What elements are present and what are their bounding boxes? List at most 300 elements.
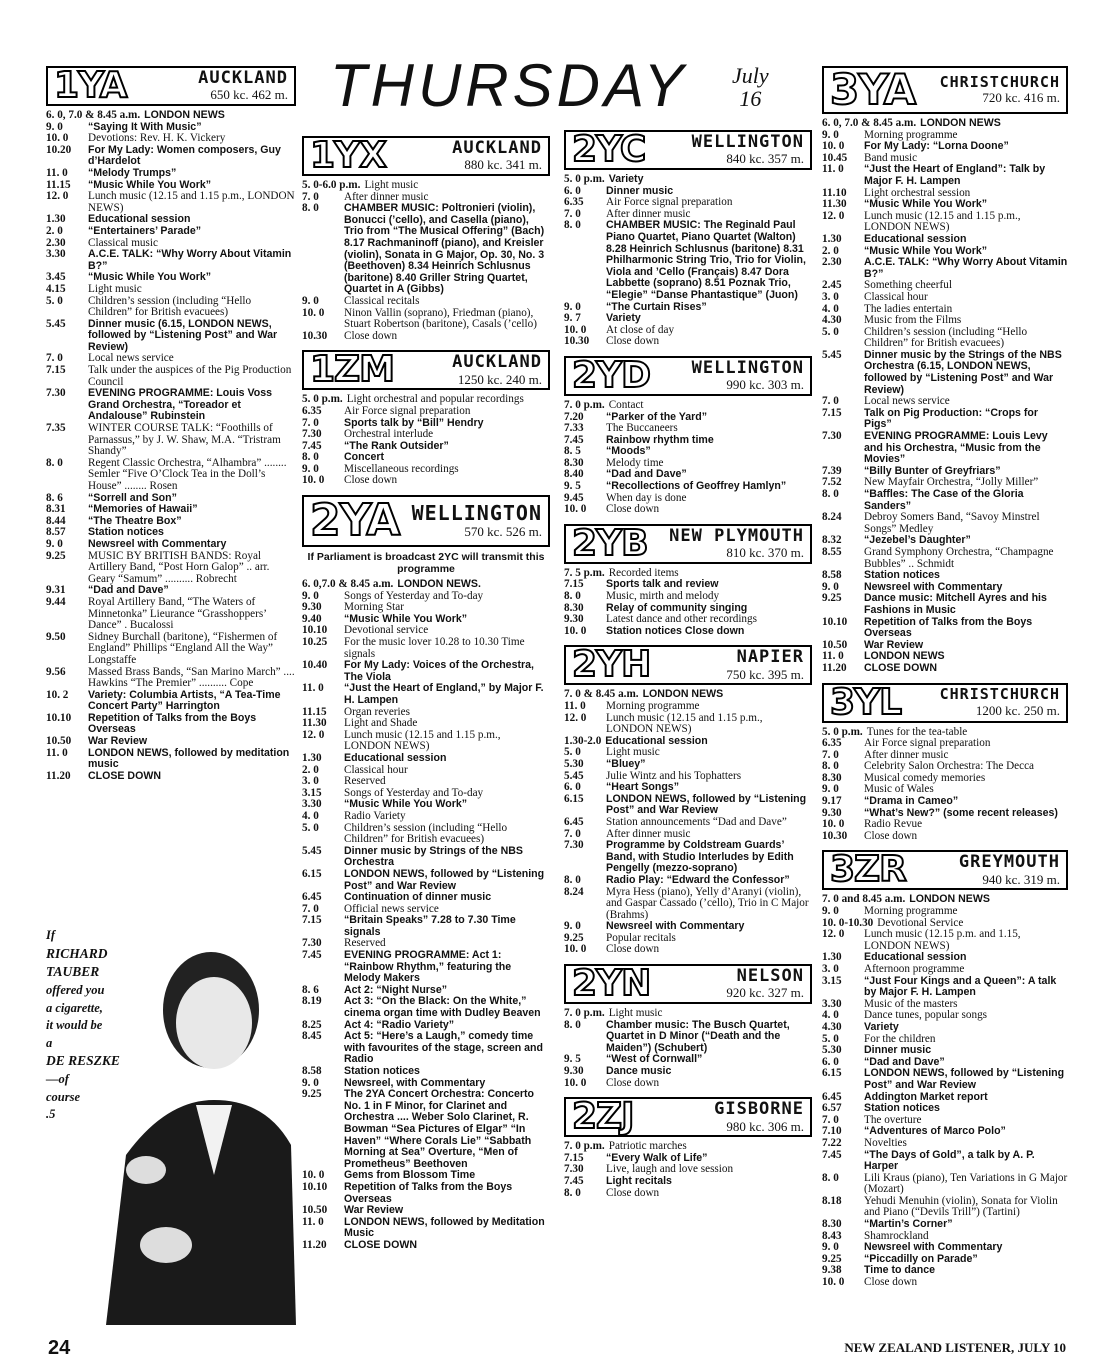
station-frequency: 840 kc. 357 m. bbox=[726, 151, 804, 167]
programme-description: Lunch music (12.15 p.m. and 1.15, LONDON NEWS) bbox=[864, 928, 1021, 952]
programme-list bbox=[564, 689, 812, 956]
programme-item bbox=[822, 640, 1068, 652]
programme-description: EVENING PROGRAMME: Louis Levy and his Orchestra, “Music from the Movies” bbox=[864, 430, 1048, 466]
programme-description: After dinner music bbox=[606, 827, 691, 840]
programme-item bbox=[302, 799, 550, 811]
programme-item bbox=[564, 302, 812, 314]
programme-description: Lunch music (12.15 and 1.15 p.m., LONDON NEWS) bbox=[864, 209, 1021, 234]
programme-item bbox=[302, 869, 550, 892]
programme-item bbox=[46, 388, 296, 423]
programme-time: 5. 0 bbox=[822, 325, 839, 338]
programme-description: Children’s session (including “Hello Children” for British evacuees) bbox=[864, 325, 1028, 350]
programme-item bbox=[302, 637, 550, 660]
station-header-1yx bbox=[302, 136, 550, 176]
programme-item bbox=[564, 1008, 812, 1020]
programme-time: 11.20 bbox=[822, 661, 847, 674]
programme-description: “Heart Songs” bbox=[606, 781, 679, 794]
programme-item bbox=[302, 846, 550, 869]
programme-time: 5.45 bbox=[564, 769, 584, 782]
programme-item bbox=[46, 539, 296, 551]
programme-time: 8. 5 bbox=[564, 445, 581, 458]
programme-description: Air Force signal preparation bbox=[606, 196, 733, 209]
programme-description: CHAMBER MUSIC: Poltronieri (violin), Bonucci (’cello), and Casella (piano), Trio from “The Musical Offering” (Bach) 8.17 Rachmaninoff (piano), and Kreisler (violin), Sonata in G Major, Op. 30, No. 3 (Beethoven) 8.34 Heinrich Schlusnus (baritone) 8.40 Griller String Quartet, Quartet in A (Gibbs) bbox=[344, 202, 545, 296]
programme-description: Light music bbox=[608, 1007, 663, 1020]
ad-line: RICHARD bbox=[46, 945, 108, 961]
programme-item bbox=[564, 220, 812, 301]
programme-time: 8.58 bbox=[822, 569, 842, 582]
programme-time: 8.24 bbox=[822, 511, 842, 524]
programme-description: Radio Variety bbox=[344, 809, 406, 822]
programme-description: LONDON NEWS, followed by “Listening Post” and War Review bbox=[344, 867, 545, 892]
ad-line: offered you bbox=[46, 983, 105, 998]
programme-description: Songs of Yesterday and To-day bbox=[344, 589, 484, 602]
programme-description: Variety: Columbia Artists, “A Tea-Time Concert Party” Harrington bbox=[88, 688, 281, 713]
programme-description: Something cheerful bbox=[864, 279, 952, 292]
station-city: NELSON bbox=[736, 965, 804, 986]
programme-item bbox=[564, 1188, 812, 1200]
programme-time: 7. 0 bbox=[564, 827, 581, 840]
programme-item bbox=[564, 174, 812, 186]
programme-item bbox=[46, 713, 296, 736]
programme-description: Repetition of Talks from the Boys Overseas bbox=[344, 1180, 513, 1205]
programme-time: 7. 0 bbox=[46, 352, 63, 365]
programme-description: Sports talk and review bbox=[606, 578, 719, 591]
programme-time: 7.30 bbox=[302, 428, 322, 441]
programme-description: Official news service bbox=[344, 902, 439, 915]
station-logo: 2YC bbox=[572, 129, 646, 170]
programme-description: For My Lady: Voices of the Orchestra, The Viola bbox=[344, 659, 534, 683]
programme-time: 8.24 bbox=[564, 885, 584, 898]
programme-time: 8. 0 bbox=[564, 590, 581, 603]
programme-description: Massed Brass Bands, “San Marino March” .... Hawkins “The Premier” .......... Cope bbox=[88, 665, 295, 690]
programme-time: 8.58 bbox=[302, 1065, 322, 1077]
programme-item bbox=[302, 915, 550, 938]
advertisement bbox=[46, 915, 296, 1325]
programme-item bbox=[46, 632, 296, 667]
programme-item bbox=[302, 296, 550, 308]
programme-item bbox=[822, 593, 1068, 616]
page-number: 24 bbox=[48, 1337, 71, 1359]
programme-time: 9. 0 bbox=[302, 589, 319, 602]
programme-item bbox=[302, 823, 550, 846]
programme-description: Light music bbox=[364, 179, 419, 191]
programme-item bbox=[46, 667, 296, 690]
programme-description: Light recitals bbox=[606, 1175, 672, 1187]
station-logo: 2YA bbox=[310, 495, 400, 547]
programme-description: Variety bbox=[864, 1020, 899, 1033]
programme-time: 5. 0 bbox=[46, 294, 63, 307]
programme-description: “Moods” bbox=[606, 445, 651, 458]
programme-description: “Sorrell and Son” bbox=[88, 491, 177, 504]
programme-time: 6. 0 bbox=[822, 1055, 839, 1068]
programme-description: “The Rank Outsider” bbox=[344, 439, 449, 452]
programme-description: Light and Shade bbox=[344, 717, 418, 730]
programme-item bbox=[46, 272, 296, 284]
programme-item bbox=[302, 464, 550, 476]
programme-description: The Buccaneers bbox=[606, 422, 678, 435]
programme-list bbox=[564, 1008, 812, 1089]
programme-item bbox=[822, 1103, 1068, 1115]
programme-item bbox=[564, 626, 812, 638]
programme-description: For the children bbox=[864, 1032, 936, 1045]
programme-time: 2. 0 bbox=[822, 244, 839, 257]
programme-description: Continuation of dinner music bbox=[344, 891, 492, 904]
programme-item bbox=[564, 313, 812, 325]
programme-description: The overture bbox=[864, 1113, 922, 1126]
programme-description: CHAMBER MUSIC: The Reginald Paul Piano Quartet, Piano Quartet (Walton) 8.28 Heinrich Schlusnus (baritone) 8.31 Philharmonic String Trio, Trio for Violin, Viola and ’Cello (Français) 8.47 Dora Labbette (soprano) 8.51 Poznak Trio, “Elegie” “Danse Phantastique” (Juon) bbox=[606, 219, 806, 301]
programme-item bbox=[302, 1066, 550, 1078]
programme-description: Dance tunes, popular songs bbox=[864, 1009, 988, 1022]
programme-time: 6.35 bbox=[822, 737, 842, 750]
programme-description: Tunes for the tea-table bbox=[866, 725, 968, 738]
programme-item bbox=[564, 458, 812, 470]
programme-item bbox=[822, 1265, 1068, 1277]
programme-item bbox=[564, 325, 812, 337]
programme-time: 6. 0, 7.0 & 8.45 a.m. bbox=[822, 117, 917, 129]
programme-time: 8.30 bbox=[564, 601, 584, 614]
programme-description: CLOSE DOWN bbox=[344, 1238, 417, 1251]
programme-time: 6.35 bbox=[564, 196, 584, 209]
programme-item bbox=[822, 1010, 1068, 1022]
programme-description: Concert bbox=[344, 451, 385, 464]
programme-time: 11.30 bbox=[822, 198, 847, 211]
programme-item bbox=[564, 921, 812, 933]
programme-item bbox=[564, 400, 812, 412]
station-frequency: 880 kc. 341 m. bbox=[464, 157, 542, 173]
programme-item bbox=[822, 315, 1068, 327]
programme-description: Newsreel with Commentary bbox=[88, 537, 227, 550]
station-logo: 1YA bbox=[54, 66, 127, 106]
programme-time: 3.30 bbox=[822, 997, 842, 1010]
programme-description: A.C.E. TALK: “Why Worry About Vitamin B?” bbox=[88, 248, 292, 272]
programme-description: Contact bbox=[608, 398, 644, 411]
programme-item bbox=[46, 226, 296, 238]
programme-description: Lili Kraus (piano), Ten Variations in G Major (Mozart) bbox=[864, 1171, 1068, 1196]
programme-item bbox=[302, 996, 550, 1019]
programme-item bbox=[822, 408, 1068, 431]
programme-item bbox=[564, 817, 812, 829]
day-title: THURSDAY bbox=[330, 52, 688, 119]
programme-time: 10. 0 bbox=[822, 140, 845, 153]
station-logo: 3YA bbox=[830, 66, 916, 114]
programme-description: Lunch music (12.15 and 1.15 p.m., LONDON NEWS) bbox=[88, 190, 295, 214]
programme-description: Popular recitals bbox=[606, 931, 676, 944]
station-logo: 3ZR bbox=[830, 849, 906, 891]
programme-description: Educational session bbox=[864, 232, 967, 245]
programme-description: Close down bbox=[606, 1186, 660, 1199]
programme-time: 3.15 bbox=[822, 974, 842, 987]
programme-description: Dinner music bbox=[606, 184, 674, 197]
programme-description: Close down bbox=[606, 335, 660, 348]
station-frequency: 1200 kc. 250 m. bbox=[975, 702, 1060, 718]
programme-time: 7. 0 bbox=[822, 395, 839, 408]
programme-time: 9.56 bbox=[46, 665, 66, 678]
programme-description: “The Curtain Rises” bbox=[606, 300, 707, 313]
station-frequency: 940 kc. 319 m. bbox=[982, 871, 1060, 887]
programme-item bbox=[822, 1068, 1068, 1091]
programme-item bbox=[822, 1150, 1068, 1173]
programme-item bbox=[822, 831, 1068, 843]
programme-time: 10. 0 bbox=[822, 1276, 845, 1289]
programme-item bbox=[46, 423, 296, 458]
programme-time: 10. 0 bbox=[564, 1076, 587, 1089]
ad-line: .5 bbox=[46, 1107, 56, 1122]
programme-item bbox=[564, 504, 812, 516]
programme-time: 4.15 bbox=[46, 282, 66, 295]
programme-time: 2.30 bbox=[822, 256, 842, 269]
programme-item bbox=[302, 1217, 550, 1240]
programme-time: 9. 0 bbox=[822, 783, 839, 796]
programme-item bbox=[302, 1031, 550, 1066]
programme-list bbox=[302, 579, 550, 1251]
programme-item bbox=[564, 591, 812, 603]
programme-time: 7.10 bbox=[822, 1125, 842, 1138]
programme-item bbox=[822, 1045, 1068, 1057]
programme-list bbox=[822, 894, 1068, 1288]
programme-time: 8. 6 bbox=[302, 983, 319, 996]
programme-description: Music, mirth and melody bbox=[606, 590, 720, 603]
programme-time: 9.30 bbox=[564, 613, 584, 626]
programme-time: 2.30 bbox=[46, 236, 66, 249]
programme-description: “The Days of Gold”, a talk by A. P. Harper bbox=[864, 1148, 1035, 1173]
programme-time: 7.45 bbox=[822, 1148, 842, 1161]
programme-description: A.C.E. TALK: “Why Worry About Vitamin B?” bbox=[864, 256, 1068, 280]
programme-description: “Just Four Kings and a Queen”: A talk by Major F. H. Lampen bbox=[864, 974, 1057, 999]
programme-item bbox=[822, 808, 1068, 820]
programme-item bbox=[564, 713, 812, 736]
programme-description: Educational session bbox=[88, 213, 191, 226]
programme-time: 10. 0 bbox=[564, 503, 587, 516]
programme-description: “Music While You Work” bbox=[88, 271, 212, 284]
programme-time: 9.31 bbox=[46, 584, 66, 597]
programme-time: 1.30 bbox=[46, 213, 66, 226]
programme-description: “Melody Trumps” bbox=[88, 166, 177, 179]
programme-time: 7.45 bbox=[302, 439, 322, 452]
programme-item bbox=[46, 597, 296, 632]
programme-description: Grand Symphony Orchestra, “Champagne Bubbles” .. Schmidt bbox=[864, 545, 1054, 570]
column-1yA bbox=[46, 66, 296, 916]
station-frequency: 570 kc. 526 m. bbox=[464, 524, 542, 540]
programme-item bbox=[822, 234, 1068, 246]
station-city: CHRISTCHURCH bbox=[939, 72, 1060, 91]
station-header-3ya bbox=[822, 66, 1068, 114]
programme-item bbox=[302, 441, 550, 453]
programme-time: 9. 0 bbox=[302, 1076, 319, 1089]
programme-description: LONDON NEWS, followed by “Listening Post” and War Review bbox=[864, 1067, 1065, 1091]
programme-time: 9.38 bbox=[822, 1264, 842, 1277]
programme-description: “Dad and Dave” bbox=[864, 1055, 945, 1068]
programme-item bbox=[822, 1034, 1068, 1046]
programme-time: 9.50 bbox=[46, 630, 66, 643]
programme-item bbox=[564, 736, 812, 748]
programme-time: 9.44 bbox=[46, 595, 66, 608]
programme-description: Variety bbox=[606, 312, 641, 325]
programme-time: 8.18 bbox=[822, 1194, 842, 1207]
programme-list bbox=[564, 174, 812, 348]
station-logo: 2YN bbox=[572, 963, 651, 1005]
programme-description: The ladies entertain bbox=[864, 302, 953, 315]
programme-time: 10.25 bbox=[302, 636, 328, 649]
programme-time: 5.30 bbox=[822, 1044, 842, 1057]
programme-description: Dinner music bbox=[864, 1044, 932, 1057]
programme-item bbox=[822, 663, 1068, 675]
programme-description: “Jezebel’s Daughter” bbox=[864, 534, 971, 547]
programme-time: 10. 0 bbox=[564, 943, 587, 956]
programme-description: Devotional Service bbox=[877, 916, 964, 929]
programme-time: 2.45 bbox=[822, 279, 842, 292]
programme-time: 8. 0 bbox=[564, 1186, 581, 1199]
programme-description: Lunch music (12.15 and 1.15 p.m., LONDON NEWS) bbox=[344, 728, 501, 753]
programme-time: 3. 0 bbox=[822, 290, 839, 303]
programme-item bbox=[822, 1092, 1068, 1104]
programme-item bbox=[564, 481, 812, 493]
programme-time: 7.20 bbox=[564, 410, 584, 423]
programme-time: 4.30 bbox=[822, 1020, 842, 1033]
programme-description: Reserved bbox=[344, 937, 386, 950]
programme-time: 9. 0 bbox=[564, 920, 581, 933]
station-city: GREYMOUTH bbox=[958, 852, 1060, 873]
station-city: AUCKLAND bbox=[452, 137, 542, 158]
programme-time: 9. 0 bbox=[822, 905, 839, 918]
programme-time: 11. 0 bbox=[564, 700, 586, 712]
programme-description: WINTER COURSE TALK: “Foothills of Parnassus,” by J. W. Shaw, M.A. “Tristram Shandy” bbox=[88, 422, 281, 458]
programme-time: 6. 0, 7.0 & 8.45 a.m. bbox=[46, 109, 141, 121]
programme-description: Act 5: “Here’s a Laugh,” comedy time with favourites of the stage, screen and Radio bbox=[344, 1030, 543, 1066]
programme-description: Music of the masters bbox=[864, 997, 958, 1010]
programme-time: 11. 0 bbox=[302, 1215, 324, 1228]
programme-time: 8. 0 bbox=[822, 1171, 839, 1184]
programme-description: Station notices bbox=[344, 1065, 420, 1077]
programme-time: 7.45 bbox=[564, 1175, 584, 1187]
programme-time: 9. 0 bbox=[302, 294, 319, 307]
programme-description: “What’s New?” (some recent releases) bbox=[864, 806, 1058, 819]
programme-item bbox=[564, 1020, 812, 1055]
ad-line: TAUBER bbox=[46, 964, 100, 980]
programme-item bbox=[564, 1176, 812, 1188]
programme-time: 10. 0-10.30 bbox=[822, 916, 874, 929]
programme-item bbox=[564, 887, 812, 922]
programme-description: Musical comedy memories bbox=[864, 771, 986, 784]
programme-description: Children’s session (including “Hello Children” for British evacuees) bbox=[88, 294, 252, 319]
programme-time: 7.35 bbox=[46, 422, 66, 435]
programme-description: CLOSE DOWN bbox=[88, 769, 161, 782]
programme-time: 1.30 bbox=[822, 951, 842, 964]
programme-time: 8.31 bbox=[46, 503, 66, 516]
programme-description: Close down bbox=[864, 1276, 918, 1289]
programme-list bbox=[822, 727, 1068, 843]
programme-description: Act 4: “Radio Variety” bbox=[344, 1018, 455, 1031]
programme-item bbox=[302, 950, 550, 985]
programme-description: “Adventures of Marco Polo” bbox=[864, 1125, 1006, 1138]
programme-time: 10.50 bbox=[46, 735, 72, 748]
programme-time: 9.30 bbox=[302, 601, 322, 614]
programme-time: 11.20 bbox=[46, 769, 71, 782]
programme-time: 7.30 bbox=[822, 430, 842, 443]
programme-time: 8.44 bbox=[46, 514, 66, 527]
programme-description: Variety bbox=[608, 173, 644, 185]
programme-description: Local news service bbox=[864, 395, 950, 408]
programme-item bbox=[46, 458, 296, 493]
programme-time: 6.15 bbox=[564, 792, 584, 805]
programme-description: For My Lady: “Lorna Doone” bbox=[864, 140, 1009, 153]
programme-description: Time to dance bbox=[864, 1264, 936, 1277]
programme-description: The 2YA Concert Orchestra: Concerto No. 1 in F Minor, for Clarinet and Orchestra .... Weber Solo Clarinet, R. Bowman “Sea Pictures of Elgar” “In Haven” “Where Corals Lie” “Sabbath Morning at Sea” Overture, “Men of Prometheus” Beethoven bbox=[344, 1088, 534, 1170]
programme-description: “Dad and Dave” bbox=[606, 468, 687, 481]
programme-time: 8.30 bbox=[564, 456, 584, 469]
programme-description: Morning programme bbox=[606, 700, 700, 712]
programme-time: 11.15 bbox=[302, 705, 327, 718]
station-city: CHRISTCHURCH bbox=[939, 685, 1060, 704]
programme-time: 9. 5 bbox=[564, 1053, 581, 1066]
programme-description: “Music While You Work” bbox=[344, 612, 468, 625]
programme-item bbox=[46, 690, 296, 713]
programme-time: 8.25 bbox=[302, 1018, 322, 1031]
station-header-3zr bbox=[822, 850, 1068, 890]
programme-time: 8. 0 bbox=[822, 760, 839, 773]
programme-item bbox=[302, 660, 550, 683]
station-city: WELLINGTON bbox=[411, 501, 542, 526]
programme-description: Radio Play: “Edward the Confessor” bbox=[606, 873, 790, 886]
programme-time: 8.30 bbox=[822, 771, 842, 784]
programme-time: 4. 0 bbox=[822, 1009, 839, 1022]
programme-description: “Music While You Work” bbox=[864, 244, 988, 257]
station-city: GISBORNE bbox=[714, 1098, 804, 1119]
footer-title: NEW ZEALAND LISTENER, JULY 10 bbox=[844, 1340, 1066, 1355]
programme-description: Air Force signal preparation bbox=[344, 404, 471, 417]
programme-item bbox=[822, 280, 1068, 292]
programme-description: Newsreel, with Commentary bbox=[344, 1076, 486, 1089]
programme-time: 10. 0 bbox=[564, 624, 587, 637]
station-header bbox=[46, 66, 296, 106]
programme-description: Morning Star bbox=[344, 601, 404, 614]
programme-description: “Entertainers’ Parade” bbox=[88, 224, 202, 237]
programme-description: Julie Wintz and his Tophatters bbox=[606, 769, 742, 782]
programme-time: 6. 0 bbox=[564, 184, 581, 197]
programme-item bbox=[822, 199, 1068, 211]
programme-time: 7. 0 p.m. bbox=[564, 1007, 605, 1020]
programme-time: 5. 0 p.m. bbox=[822, 725, 863, 738]
programme-time: 9.25 bbox=[822, 1252, 842, 1265]
programme-time: 9. 0 bbox=[822, 580, 839, 593]
programme-time: 8. 0 bbox=[302, 202, 319, 215]
station-city: AUCKLAND bbox=[198, 67, 288, 88]
ad-text bbox=[46, 927, 126, 1124]
programme-item bbox=[46, 771, 296, 783]
programme-time: 6.45 bbox=[564, 815, 584, 828]
programme-time: 4. 0 bbox=[302, 809, 319, 822]
programme-description: “Memories of Hawaii” bbox=[88, 503, 198, 516]
programme-item bbox=[822, 1173, 1068, 1196]
programme-item bbox=[822, 547, 1068, 570]
programme-time: 6.57 bbox=[822, 1102, 842, 1115]
programme-description: “Drama in Cameo” bbox=[864, 795, 959, 808]
programme-time: 10.30 bbox=[822, 829, 848, 842]
station-header-2yn bbox=[564, 964, 812, 1004]
station-logo: 1YX bbox=[310, 135, 386, 176]
programme-description: “Billy Bunter of Greyfriars” bbox=[864, 464, 1001, 477]
ad-line: —of bbox=[46, 1072, 69, 1087]
programme-time: 7. 0 bbox=[302, 416, 319, 429]
programme-time: 10.30 bbox=[564, 335, 590, 348]
programme-description: Royal Artillery Band, “The Waters of Minnetonka” Lieurance “Grasshoppers’ Dance” . Bucalossi bbox=[88, 595, 267, 632]
programme-description: “Parker of the Yard” bbox=[606, 410, 708, 423]
programme-item bbox=[822, 141, 1068, 153]
station-frequency: 650 kc. 462 m. bbox=[210, 87, 288, 103]
programme-item bbox=[822, 327, 1068, 350]
column-3 bbox=[564, 63, 812, 1346]
programme-time: 5. 0 bbox=[822, 1032, 839, 1045]
programme-item bbox=[822, 964, 1068, 976]
